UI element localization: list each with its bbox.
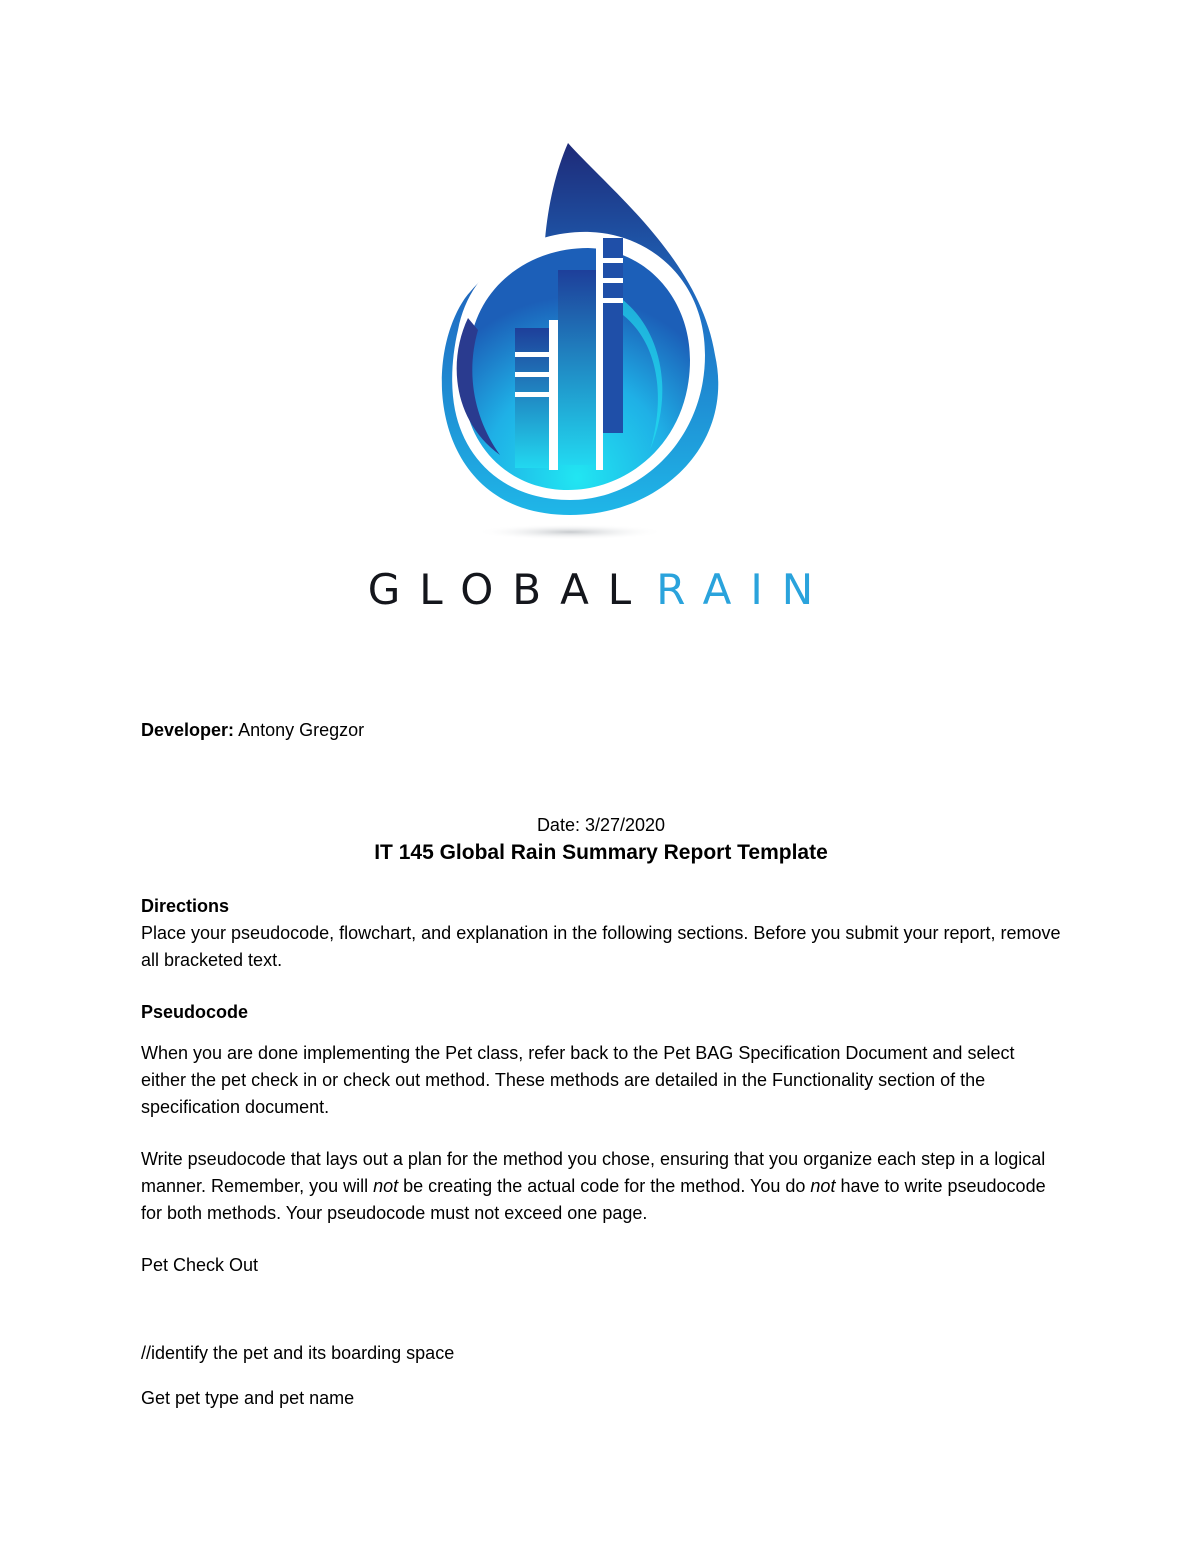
date-value: 3/27/2020	[584, 815, 666, 835]
pseudocode-step-1: Get pet type and pet name	[141, 1388, 355, 1408]
date-label: Date:	[536, 815, 580, 835]
method-name: Pet Check Out	[141, 1255, 259, 1275]
pseudocode-p2-emphasis-2: not	[810, 1176, 836, 1196]
pseudocode-comment: //identify the pet and its boarding space	[141, 1343, 455, 1363]
pseudocode-paragraph-1: When you are done implementing the Pet class, refer back to the Pet BAG Specification Document and select either the pet check in or check out method. These methods are detailed in the Functionality section of the specification document.	[141, 1043, 1015, 1117]
document-title: IT 145 Global Rain Summary Report Template	[374, 841, 828, 864]
developer-name: Antony Gregzor	[238, 720, 365, 740]
pseudocode-p2-emphasis-1: not	[373, 1176, 399, 1196]
brand-wordmark	[0, 562, 1200, 618]
global-rain-logo	[0, 0, 1200, 640]
directions-body: Place your pseudocode, flowchart, and explanation in the following sections. Before you submit your report, remove all bracketed text.	[141, 923, 1061, 970]
developer-line	[141, 717, 1061, 744]
developer-label: Developer:	[141, 720, 235, 740]
pseudocode-p2-part3: have to write pseudocode for both methods. Your pseudocode must not exceed one page.	[141, 1176, 1046, 1223]
date-line	[141, 812, 1061, 839]
directions-heading: Directions	[141, 896, 230, 916]
wordmark-rain: RAIN	[656, 565, 833, 614]
pseudocode-p2-part2: be creating the actual code for the method. You do	[398, 1176, 811, 1196]
pseudocode-p2-part1: Write pseudocode that lays out a plan for the method you chose, ensuring that you organize each step in a logical manner. Remember, you will	[141, 1149, 1046, 1196]
wordmark-global: GLOBAL	[367, 565, 651, 614]
raindrop-city-icon	[0, 0, 1200, 560]
pseudocode-paragraph-2	[141, 1146, 1061, 1227]
pseudocode-heading: Pseudocode	[141, 1002, 249, 1022]
